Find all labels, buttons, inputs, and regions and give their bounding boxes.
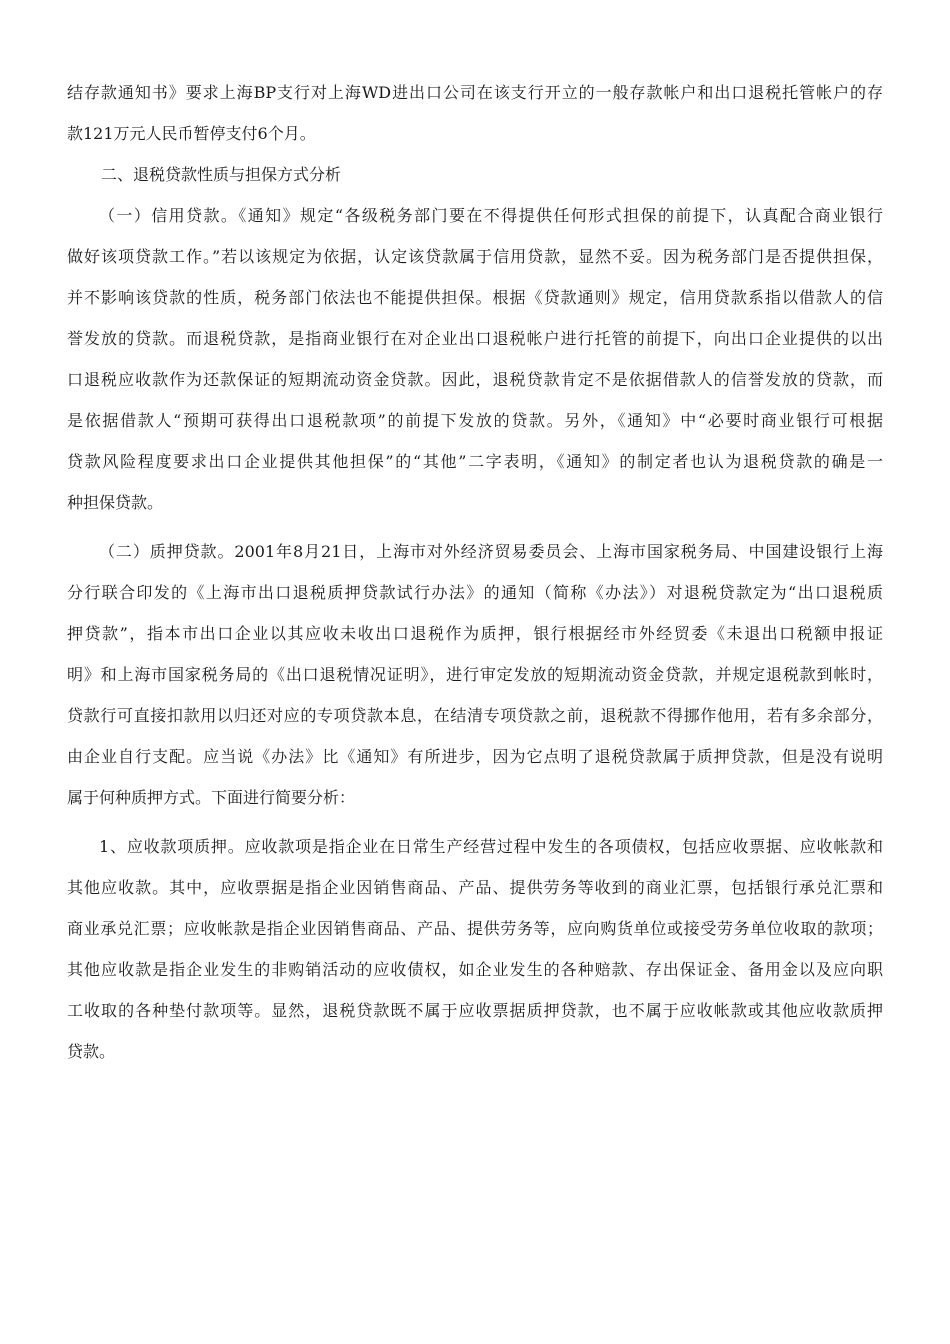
text-line: 口退税应收款作为还款保证的短期流动资金贷款。因此，退税贷款肯定不是依据借款人的信誉发放的贷款，而 <box>67 370 883 389</box>
text-line: 1、应收款项质押。应收款项是指企业在日常生产经营过程中发生的各项债权，包括应收票据、应收帐款和 <box>99 837 883 856</box>
text-line: 贷款。 <box>67 1042 116 1061</box>
text-line: 其他应收款是指企业发生的非购销活动的应收债权，如企业发生的各种赔款、存出保证金、备用金以及应向职 <box>67 960 883 979</box>
text-line: （一）信用贷款。《通知》规定“各级税务部门要在不得提供任何形式担保的前提下，认真配合商业银行 <box>99 206 883 225</box>
text-line: 结存款通知书》要求上海BP支行对上海WD进出口公司在该支行开立的一般存款帐户和出口退税托管帐户的存 <box>67 83 883 102</box>
paragraph-credit-loan <box>67 195 883 523</box>
text-line: 明》和上海市国家税务局的《出口退税情况证明》，进行审定发放的短期流动资金贷款，并规定退税款到帐时， <box>67 665 883 684</box>
text-line: 属于何种质押方式。下面进行简要分析： <box>67 788 356 807</box>
text-line: 是依据借款人“预期可获得出口退税款项”的前提下发放的贷款。另外，《通知》中“必要时商业银行可根据 <box>67 411 883 430</box>
text-line: 并不影响该贷款的性质，税务部门依法也不能提供担保。根据《贷款通则》规定，信用贷款系指以借款人的信 <box>67 288 883 307</box>
text-line: 种担保贷款。 <box>67 493 164 512</box>
text-line: （二）质押贷款。2001年8月21日，上海市对外经济贸易委员会、上海市国家税务局、中国建设银行上海 <box>99 542 883 561</box>
text-line: 誉发放的贷款。而退税贷款，是指商业银行在对企业出口退税帐户进行托管的前提下，向出口企业提供的以出 <box>67 329 883 348</box>
text-line: 其他应收款。其中，应收票据是指企业因销售商品、产品、提供劳务等收到的商业汇票，包括银行承兑汇票和 <box>67 878 883 897</box>
text-line: 商业承兑汇票；应收帐款是指企业因销售商品、产品、提供劳务等，应向购货单位或接受劳务单位收取的款项； <box>67 919 883 938</box>
paragraph-pledge-loan <box>67 531 883 818</box>
paragraph-freeze-notice <box>67 72 883 154</box>
text-line: 工收取的各种垫付款项等。显然，退税贷款既不属于应收票据质押贷款，也不属于应收帐款或其他应收款质押 <box>67 1001 883 1020</box>
text-line: 由企业自行支配。应当说《办法》比《通知》有所进步，因为它点明了退税贷款属于质押贷款，但是没有说明 <box>67 747 883 766</box>
text-line: 贷款风险程度要求出口企业提供其他担保”的“其他”二字表明，《通知》的制定者也认为退税贷款的确是一 <box>67 452 883 471</box>
text-line: 分行联合印发的《上海市出口退税质押贷款试行办法》的通知（简称《办法》）对退税贷款定为“出口退税质 <box>67 583 883 602</box>
paragraph-receivables-pledge <box>67 826 883 1072</box>
text-line: 做好该项贷款工作。”若以该规定为依据，认定该贷款属于信用贷款，显然不妥。因为税务部门是否提供担保， <box>67 247 883 266</box>
heading-text: 二、退税贷款性质与担保方式分析 <box>101 165 342 184</box>
text-line: 款121万元人民币暂停支付6个月。 <box>67 124 316 143</box>
text-line: 贷款行可直接扣款用以归还对应的专项贷款本息，在结清专项贷款之前，退税款不得挪作他用，若有多余部分， <box>67 706 883 725</box>
text-line: 押贷款”，指本市出口企业以其应收未收出口退税作为质押，银行根据经市外经贸委《未退出口税额申报证 <box>67 624 883 643</box>
document-page <box>67 72 883 1072</box>
section-heading <box>67 154 883 195</box>
